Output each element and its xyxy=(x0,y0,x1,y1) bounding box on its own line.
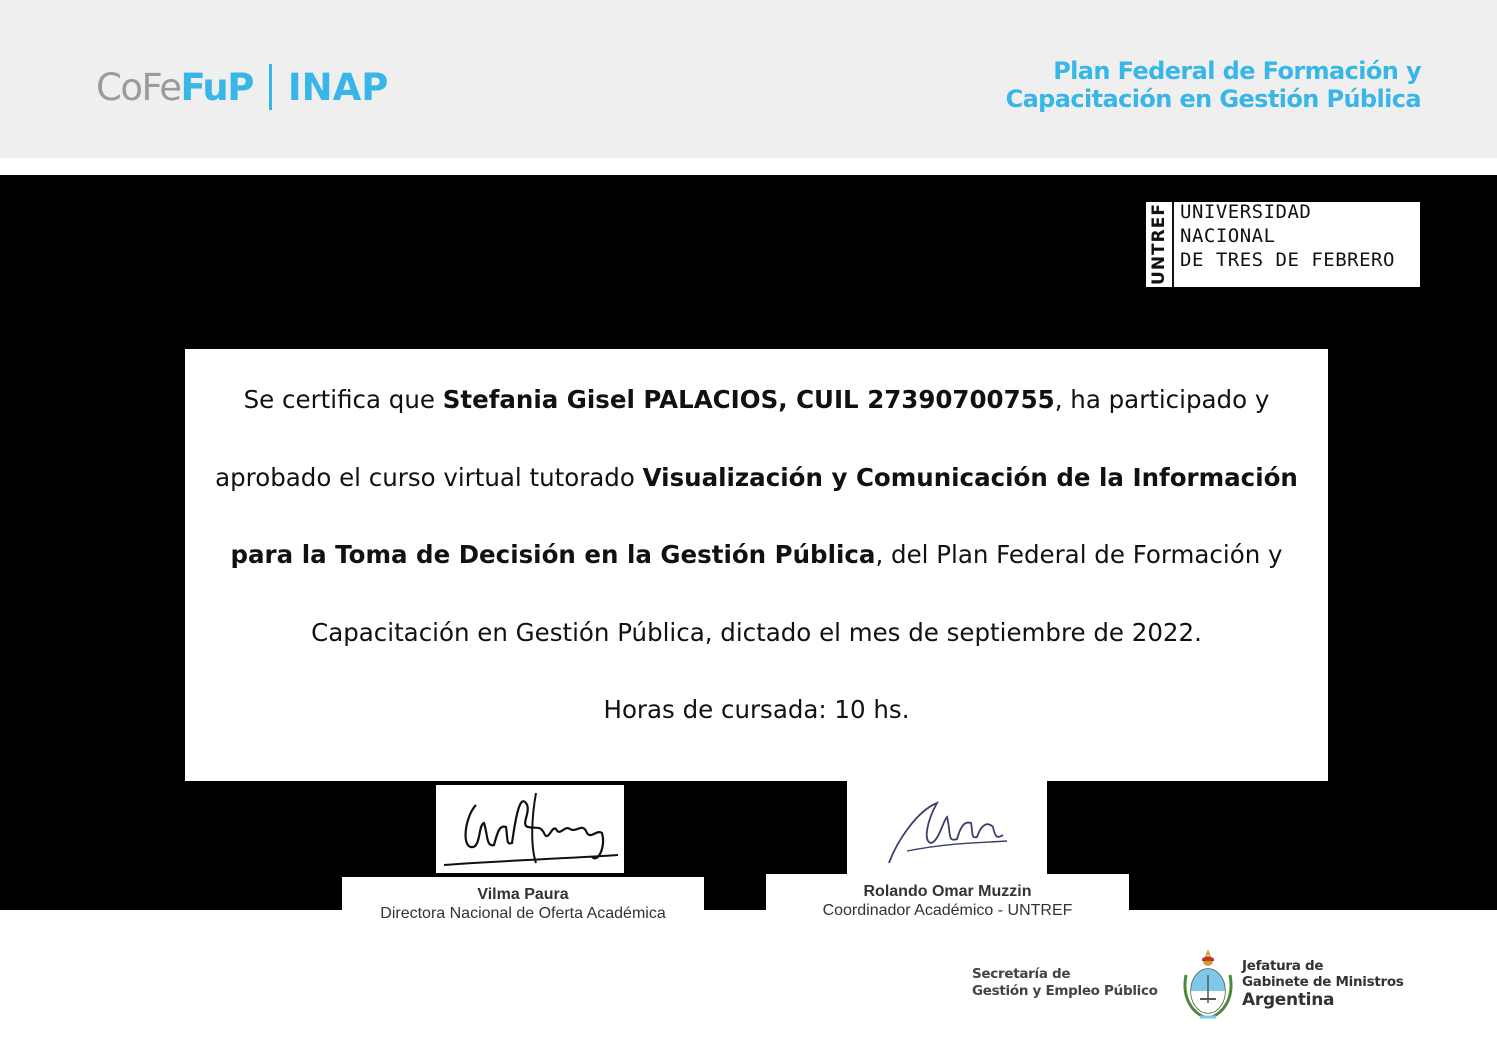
signer-1-name: Vilma Paura xyxy=(477,886,569,903)
course-title-part2: para la Toma de Decisión en la Gestión Pública xyxy=(230,540,876,569)
plan-title-line2: Capacitación en Gestión Pública xyxy=(1005,85,1421,113)
certificate-line-3 xyxy=(185,516,1328,594)
plan-title xyxy=(901,57,1421,113)
signature-rolando-muzzin xyxy=(847,781,1047,874)
signature-vilma-paura xyxy=(436,785,624,873)
certificate-body xyxy=(185,349,1328,781)
secretaria-line2: Gestión y Empleo Público xyxy=(972,983,1158,999)
jefatura-label xyxy=(1242,958,1404,1011)
untref-name xyxy=(1180,202,1395,272)
certificate-text xyxy=(185,361,1328,749)
jefatura-line2: Gabinete de Ministros xyxy=(1242,974,1404,990)
course-title-part1: Visualización y Comunicación de la Información xyxy=(642,462,1298,492)
secretaria-label xyxy=(972,966,1158,1000)
secretaria-line1: Secretaría de xyxy=(972,966,1071,982)
untref-line1: UNIVERSIDAD xyxy=(1180,202,1312,223)
signature-block-1 xyxy=(342,877,704,932)
cofefup-inap-logo xyxy=(96,62,388,112)
header-banner xyxy=(0,0,1497,158)
certificate-line-2 xyxy=(185,439,1328,517)
cert-l1-suffix: , ha participado y xyxy=(1054,385,1270,414)
untref-line3: DE TRES DE FEBRERO xyxy=(1180,249,1395,271)
logo-fup-text: FuP xyxy=(180,65,253,109)
untref-vertical-text: UNTREF xyxy=(1149,203,1169,285)
signer-2-role: Coordinador Académico - UNTREF xyxy=(822,902,1073,919)
certificate-line-4: Capacitación en Gestión Pública, dictado el mes de septiembre de 2022. xyxy=(311,617,1202,647)
logo-inap-text: INAP xyxy=(287,65,389,109)
cert-l1-prefix: Se certifica que xyxy=(243,385,443,414)
cert-l3-suffix: , del Plan Federal de Formación y xyxy=(875,540,1283,569)
plan-title-line1: Plan Federal de Formación y xyxy=(1053,57,1421,85)
course-hours: Horas de cursada: 10 hs. xyxy=(603,695,910,724)
recipient-name: Stefania Gisel PALACIOS, CUIL 27390700755 xyxy=(442,385,1055,414)
signature-block-2 xyxy=(766,874,1129,926)
jefatura-line1: Jefatura de xyxy=(1242,958,1324,974)
logo-cofe-text: CoFe xyxy=(96,65,181,109)
argentina-coat-of-arms-icon xyxy=(1180,945,1236,1023)
cert-l2-prefix: aprobado el curso virtual tutorado xyxy=(215,462,643,492)
signer-1-role: Directora Nacional de Oferta Académica xyxy=(380,905,666,922)
jefatura-line3: Argentina xyxy=(1242,990,1335,1010)
certificate-line-1 xyxy=(185,361,1328,439)
signer-2-name: Rolando Omar Muzzin xyxy=(863,883,1032,900)
untref-logo-bar xyxy=(1172,202,1174,287)
untref-line2: NACIONAL xyxy=(1180,225,1276,247)
untref-logo xyxy=(1146,202,1420,287)
logo-separator xyxy=(269,64,272,110)
